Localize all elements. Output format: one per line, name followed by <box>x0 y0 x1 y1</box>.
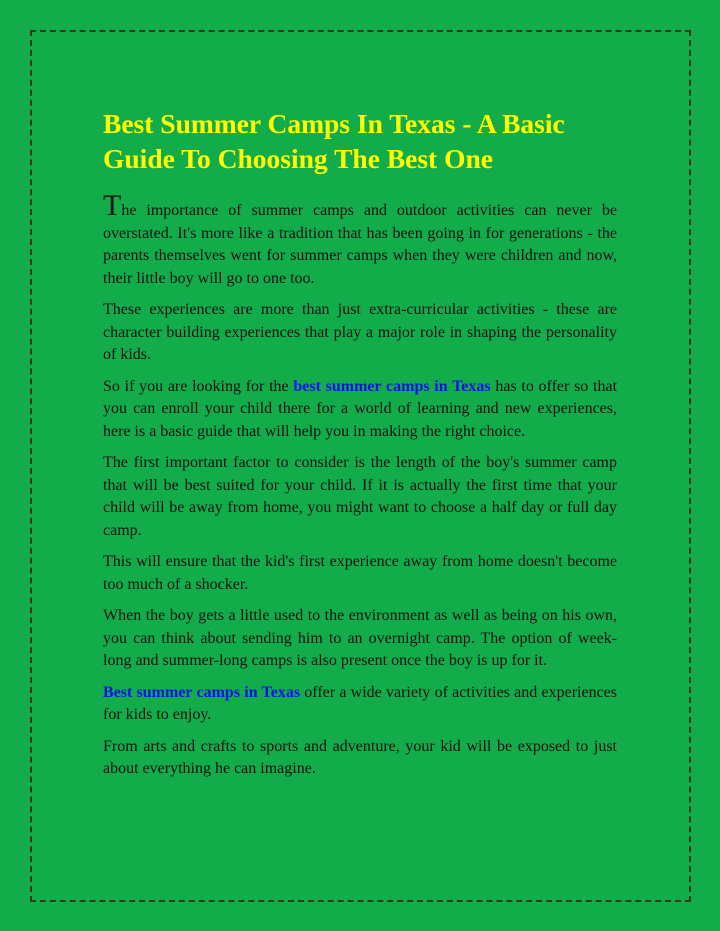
page-title: Best Summer Camps In Texas - A Basic Guide To Choosing The Best One <box>103 108 565 174</box>
paragraph-6: When the boy gets a little used to the environment as well as being on his own, you can think about sending him to an overnight camp. The option of week-long and summer-long camps is also present once the boy is up for it. <box>103 607 617 669</box>
paragraph-7-rest: offer a wide variety of activities and experiences for kids to enjoy. <box>103 683 617 723</box>
paragraph-2: These experiences are more than just extra-curricular activities - these are character building experiences that play a major role in shaping the personality of kids. <box>103 301 617 363</box>
best-summer-camps-link-2[interactable]: Best summer camps in Texas <box>103 683 301 701</box>
intro-paragraph <box>103 189 617 290</box>
paragraph-4: The first important factor to consider is the length of the boy's summer camp that will be best suited for your child. If it is actually the first time that your child will be away from home, you might want to choose a half day or full day camp. <box>103 454 617 539</box>
best-summer-camps-link[interactable]: best summer camps in Texas <box>293 377 491 395</box>
paragraph-3-lead: So if you are looking for the <box>103 377 294 395</box>
dropcap-letter: T <box>103 189 122 222</box>
paragraph-3 <box>103 376 617 444</box>
document-body <box>103 106 617 790</box>
paragraph-7 <box>103 682 617 727</box>
paragraph-5: This will ensure that the kid's first experience away from home doesn't become too much of a shocker. <box>103 553 617 593</box>
intro-text: he importance of summer camps and outdoor activities can never be overstated. It's more like a tradition that has been going in for generations - the parents themselves went for summer camps when they were children and now, their little boy will go to one too. <box>103 202 617 287</box>
paragraph-8: From arts and crafts to sports and adventure, your kid will be exposed to just about everything he can imagine. <box>103 737 617 777</box>
paragraph-3-rest: has to offer so that you can enroll your child there for a world of learning and new experiences, here is a basic guide that will help you in making the right choice. <box>103 377 618 440</box>
